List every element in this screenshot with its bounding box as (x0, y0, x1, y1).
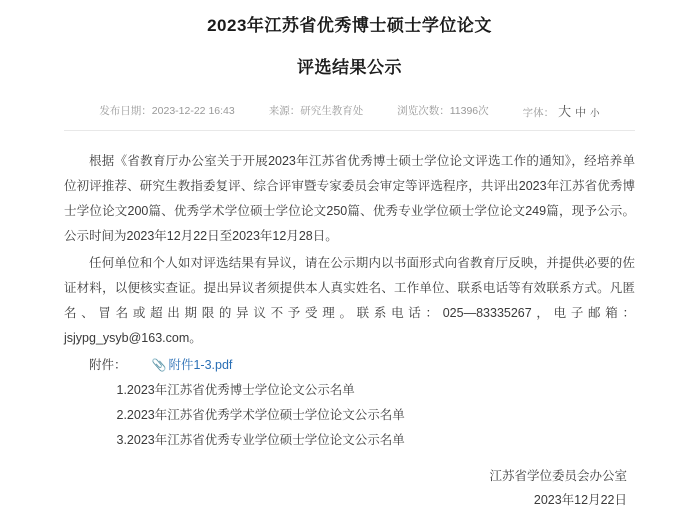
source: 来源：研究生教育处 (268, 104, 364, 117)
article-body (64, 149, 635, 453)
header-divider (64, 130, 635, 131)
signature-block (64, 465, 635, 512)
meta-bar (64, 101, 635, 120)
font-size-label: 字体： (522, 106, 555, 119)
font-size-large-option[interactable]: 大 (558, 103, 572, 119)
font-size-medium-option[interactable]: 中 (575, 106, 587, 119)
attachment-link[interactable]: 附件1-3.pdf (168, 357, 233, 372)
signature-date: 2023年12月22日 (533, 492, 627, 507)
page-title-line-2: 评选结果公示 (297, 58, 402, 78)
list-item: 1.2023年江苏省优秀博士学位论文公示名单 (116, 382, 355, 397)
attachment-label: 附件： (89, 357, 127, 372)
page-title-line-1: 2023年江苏省优秀博士硕士学位论文 (207, 16, 492, 35)
title-block (64, 0, 635, 79)
font-size-control (523, 101, 600, 120)
paragraph-1: 根据《省教育厅办公室关于开展2023年江苏省优秀博士硕士学位论文评选工作的通知》，经培养单位初评推荐、研究生教指委复评、综合评审暨专家委员会审定等评选程序，共评出2023年江苏省优秀博士学位论文200篇、优秀学术学位硕士学位论文250篇、优秀专业学位硕士学位论文249篇，现予公示。公示时间为2023年12月22日至2023年12月28日。 (64, 153, 635, 243)
list-item: 2.2023年江苏省优秀学术学位硕士学位论文公示名单 (116, 407, 405, 422)
paperclip-icon: 📎 (151, 357, 167, 372)
view-count: 浏览次数：11396次 (397, 104, 489, 117)
publish-date: 发布日期：2023-12-22 16:43 (99, 104, 235, 117)
attachment-list (64, 378, 635, 453)
signature-organization: 江苏省学位委员会办公室 (489, 468, 627, 483)
attachment-line (64, 353, 635, 378)
list-item: 3.2023年江苏省优秀专业学位硕士学位论文公示名单 (116, 432, 405, 447)
paragraph-2: 任何单位和个人如对评选结果有异议，请在公示期内以书面形式向省教育厅反映，并提供必要的佐证材料，以便核实查证。提出异议者须提供本人真实姓名、工作单位、联系电话等有效联系方式。凡匿名、冒名或超出期限的异议不予受理。联系电话：025—83335267，电子邮箱：jsjypg_ysyb@163.com。 (64, 255, 635, 345)
font-size-small-option[interactable]: 小 (590, 107, 600, 119)
